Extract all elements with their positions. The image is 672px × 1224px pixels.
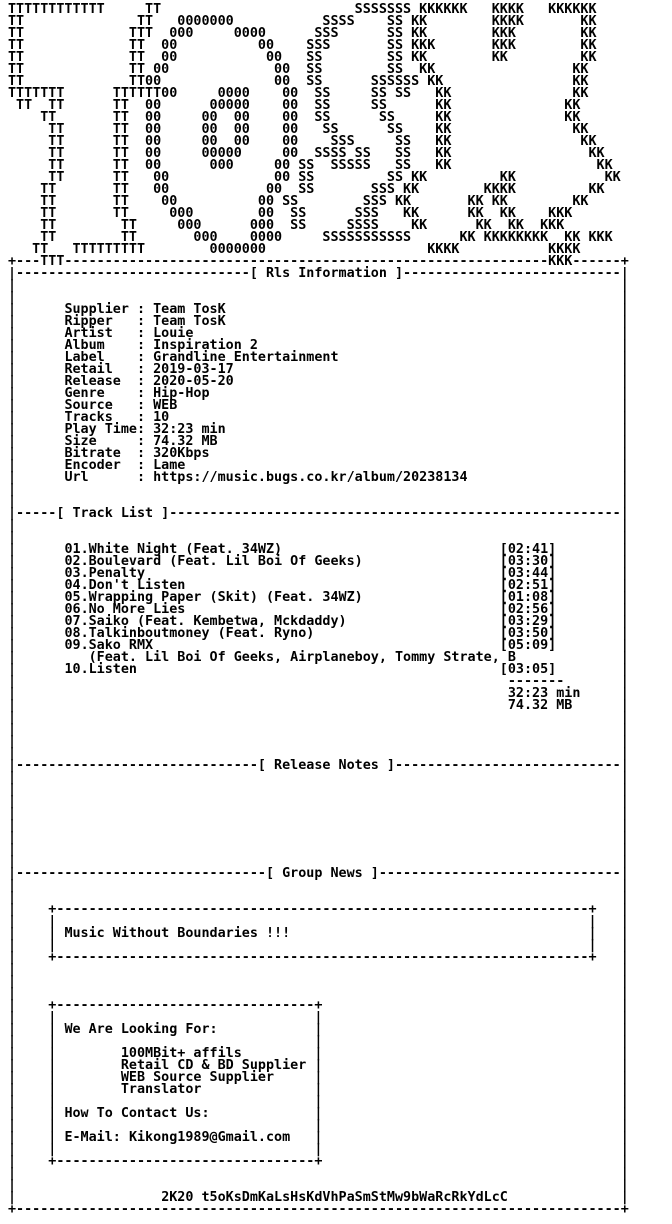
track-title: Sako RMX <box>88 638 154 653</box>
info-label: Bitrate <box>64 446 137 461</box>
info-label: Tracks <box>64 410 137 425</box>
motto-box-row: | | | | <box>8 914 629 929</box>
track-duration: [03:30] <box>499 554 557 569</box>
info-label: Url <box>64 470 137 485</box>
ascii-logo-line: TT TT 00 00000 00 SSSS SS SS KK KK <box>8 146 605 161</box>
blank-row: | | <box>8 830 629 845</box>
looking-for-heading: We Are Looking For: <box>64 1022 218 1037</box>
track-number: 10 <box>64 662 81 677</box>
info-value: WEB <box>153 398 178 413</box>
contact-heading: How To Contact Us: <box>64 1106 210 1121</box>
track-number: 08 <box>64 626 81 641</box>
info-row: | Ripper : Team TosK | <box>8 314 629 329</box>
track-number: 04 <box>64 578 81 593</box>
info-label: Artist <box>64 326 137 341</box>
track-row: | 10.Listen [03:05] | <box>8 662 629 677</box>
total-play-time: 32:23 min <box>507 686 581 701</box>
info-label: Source <box>64 398 137 413</box>
section-rls-info: |-----------------------------[ Rls Information ]---------------------------| <box>8 266 629 281</box>
blank-row: | | <box>8 890 629 905</box>
motto-box-border: | +------------------------------------------------------------------+ | <box>8 950 629 965</box>
info-value: Lame <box>153 458 186 473</box>
info-label: Size <box>64 434 137 449</box>
frame-top: +---TTT------------------------------------------------------------KKK------+ <box>8 254 629 269</box>
blank-row: | | <box>8 818 629 833</box>
track-duration: [03:50] <box>499 626 557 641</box>
info-value: 74.32 MB <box>153 434 218 449</box>
section-header-rls-info: [ Rls Information ] <box>249 266 404 281</box>
ascii-logo-line: TT TT 00 00 SSS SS KKK KKK KK <box>8 38 597 53</box>
blank-row: | | <box>8 290 629 305</box>
info-row: | Genre : Hip-Hop | <box>8 386 629 401</box>
section-track-list: |-----[ Track List ]--------------------------------------------------------| <box>8 506 629 521</box>
track-continuation-row: | (Feat. Lil Boi Of Geeks, Airplaneboy, Tommy Strate, B | <box>8 650 629 665</box>
frame-bottom-row <box>8 1202 629 1217</box>
ascii-logo-line: TT TT 00 000 00 SS SSSSS SS KK KK <box>8 158 613 173</box>
ascii-logo-line: TT TT 00 00 00 00 SS SS KK KK <box>8 110 581 125</box>
totals-time-row: | 32:23 min | <box>8 686 629 701</box>
track-title: Saiko (Feat. Kembetwa, Mckdaddy) <box>88 614 347 629</box>
info-row: | Retail : 2019-03-17 | <box>8 362 629 377</box>
motto-box-border: | +------------------------------------------------------------------+ | <box>8 902 629 917</box>
ascii-logo-line: TT TT 000 0000 SSSSSSSSSSS KK KKKKKKKK KK KKK <box>8 230 613 245</box>
totals-rule: ------- <box>507 674 565 689</box>
track-row: | 07.Saiko (Feat. Kembetwa, Mckdaddy) [03:29] | <box>8 614 629 629</box>
blank-row: | | <box>8 770 629 785</box>
blank-row: | | <box>8 734 629 749</box>
track-row: | 09.Sako RMX [05:09] | <box>8 638 629 653</box>
info-row: | Bitrate : 320Kbps | <box>8 446 629 461</box>
ascii-logo-line: TTTTTTTTTTTT TT SSSSSSS KKKKKK KKKK KKKKKK <box>8 2 597 17</box>
info-label: Genre <box>64 386 137 401</box>
recruit-box-row: | | How To Contact Us: | | <box>8 1106 629 1121</box>
looking-for-item: WEB Source Supplier <box>120 1070 275 1085</box>
info-row: | Artist : Louie | <box>8 326 629 341</box>
track-row: | 08.Talkinboutmoney (Feat. Ryno) [03:50] | <box>8 626 629 641</box>
recruit-box-row: | | 100MBit+ affils | | <box>8 1046 629 1061</box>
info-row: | Release : 2020-05-20 | <box>8 374 629 389</box>
info-value: 2020-05-20 <box>153 374 234 389</box>
blank-row: | | <box>8 794 629 809</box>
track-number: 09 <box>64 638 81 653</box>
looking-for-item: 100MBit+ affils <box>120 1046 242 1061</box>
motto-box-row: | | | | <box>8 938 629 953</box>
info-row: | Url : https://music.bugs.co.kr/album/20238134 | <box>8 470 629 485</box>
recruit-box-border: | +--------------------------------+ | <box>8 998 629 1013</box>
info-row: | Source : WEB | <box>8 398 629 413</box>
recruit-box-row: | | Retail CD & BD Supplier | | <box>8 1058 629 1073</box>
recruit-box-row: | | Translator | | <box>8 1082 629 1097</box>
blank-row: | | <box>8 746 629 761</box>
blank-row: | | <box>8 878 629 893</box>
looking-for-item: Retail CD & BD Supplier <box>120 1058 307 1073</box>
track-number: 06 <box>64 602 81 617</box>
track-row: | 02.Boulevard (Feat. Lil Boi Of Geeks) [03:30] | <box>8 554 629 569</box>
info-label: Encoder <box>64 458 137 473</box>
ascii-logo-line: TT TT 000 00 SS SSS KK KK KK KKK <box>8 206 573 221</box>
track-duration: [03:44] <box>499 566 557 581</box>
blank-row: | | <box>8 962 629 977</box>
recruit-box-row: | | We Are Looking For: | | <box>8 1022 629 1037</box>
info-row: | Encoder : Lame | <box>8 458 629 473</box>
blank-row: | | <box>8 986 629 1001</box>
info-label: Supplier <box>64 302 137 317</box>
info-value: Team TosK <box>153 302 226 317</box>
track-duration: [05:09] <box>499 638 557 653</box>
blank-row: | | <box>8 518 629 533</box>
track-title: White Night (Feat. 34WZ) <box>88 542 283 557</box>
looking-for-item: Translator <box>120 1082 202 1097</box>
blank-row: | | <box>8 722 629 737</box>
ascii-logo-line: TT TT 00 00 SS SS KK KK KK <box>8 50 597 65</box>
track-duration: [03:05] <box>499 662 557 677</box>
recruit-box-row: | | E-Mail: Kikong1989@Gmail.com | | <box>8 1130 629 1145</box>
track-row: | 06.No More Lies [02:56] | <box>8 602 629 617</box>
track-title: Penalty <box>88 566 146 581</box>
section-group-news: |-------------------------------[ Group News ]------------------------------| <box>8 866 629 881</box>
recruit-box-border: | +--------------------------------+ | <box>8 1154 629 1169</box>
info-row: | Supplier : Team TosK | <box>8 302 629 317</box>
ascii-logo-line: TT TT 00 00 SS SSS KK KK KK KK <box>8 194 589 209</box>
info-row: | Size : 74.32 MB | <box>8 434 629 449</box>
info-label: Release <box>64 374 137 389</box>
info-value: 2019-03-17 <box>153 362 234 377</box>
info-value: 32:23 min <box>153 422 226 437</box>
info-row: | Play Time: 32:23 min | <box>8 422 629 437</box>
track-number: 01 <box>64 542 81 557</box>
blank-row: | | <box>8 278 629 293</box>
track-row: | 01.White Night (Feat. 34WZ) [02:41] | <box>8 542 629 557</box>
blank-row: | | <box>8 1178 629 1193</box>
motto-box-row: | | Music Without Boundaries !!! | | <box>8 926 629 941</box>
section-header-track-list: [ Track List ] <box>56 506 170 521</box>
track-title-continuation: (Feat. Lil Boi Of Geeks, Airplaneboy, Tommy Strate, B <box>88 650 516 665</box>
info-value: Hip-Hop <box>153 386 210 401</box>
track-duration: [02:41] <box>499 542 557 557</box>
info-row: | Tracks : 10 | <box>8 410 629 425</box>
recruit-box-row: | | | | <box>8 1010 629 1025</box>
section-header-release-notes: [ Release Notes ] <box>257 758 395 773</box>
info-label: Ripper <box>64 314 137 329</box>
blank-row: | | <box>8 854 629 869</box>
ascii-logo-line: TT TT 00 00 00 00 SSS SS KK KK <box>8 134 597 149</box>
total-size: 74.32 MB <box>507 698 573 713</box>
track-duration: [02:56] <box>499 602 557 617</box>
track-duration: [02:51] <box>499 578 557 593</box>
ascii-logo-line: TT TT 00 00 00 00 SS SS KK KK <box>8 122 589 137</box>
email-label: E-Mail: <box>64 1130 121 1145</box>
info-value: 320Kbps <box>153 446 210 461</box>
info-row: | Album : Inspiration 2 | <box>8 338 629 353</box>
track-title: Don't Listen <box>88 578 186 593</box>
info-value: 10 <box>153 410 170 425</box>
info-row: | Label : Grandline Entertainment | <box>8 350 629 365</box>
track-number: 02 <box>64 554 81 569</box>
recruit-box-row: | | | | <box>8 1094 629 1109</box>
info-label: Play Time <box>64 422 137 437</box>
track-duration: [01:08] <box>499 590 557 605</box>
blank-row: | | <box>8 530 629 545</box>
track-row: | 03.Penalty [03:44] | <box>8 566 629 581</box>
blank-row: | | <box>8 782 629 797</box>
totals-rule-row: | ------- | <box>8 674 629 689</box>
blank-row: | | <box>8 482 629 497</box>
track-row: | 04.Don't Listen [02:51] | <box>8 578 629 593</box>
greets-line: 2K20 t5oKsDmKaLsHsKdVhPaSmStMw9bWaRcRkYdLcC <box>161 1190 508 1205</box>
ascii-logo-line: TT TT 000 000 SS SSSS KK KK KK KKK <box>8 218 565 233</box>
track-title: No More Lies <box>88 602 186 617</box>
section-header-group-news: [ Group News ] <box>265 866 379 881</box>
info-value: Inspiration 2 <box>153 338 258 353</box>
recruit-box-row: | | | | <box>8 1118 629 1133</box>
info-label: Album <box>64 338 137 353</box>
blank-row: | | <box>8 1166 629 1181</box>
track-number: 03 <box>64 566 81 581</box>
track-row: | 05.Wrapping Paper (Skit) (Feat. 34WZ) [01:08] | <box>8 590 629 605</box>
blank-row: | | <box>8 710 629 725</box>
info-value: Louie <box>153 326 194 341</box>
ascii-logo-line: TT TT 00 00 SS SS KK KK KK <box>8 170 621 185</box>
ascii-logo-line: TT TT 0000000 SSSS SS KK KKKK KK <box>8 14 597 29</box>
blank-row: | | <box>8 842 629 857</box>
recruit-box-row: | | | | <box>8 1034 629 1049</box>
ascii-logo-line: TT TT 00 00 SS SS KK KK <box>8 62 589 77</box>
track-title: Wrapping Paper (Skit) (Feat. 34WZ) <box>88 590 363 605</box>
info-value: https://music.bugs.co.kr/album/20238134 <box>153 470 468 485</box>
track-title: Boulevard (Feat. Lil Boi Of Geeks) <box>88 554 363 569</box>
track-title: Talkinboutmoney (Feat. Ryno) <box>88 626 315 641</box>
track-duration: [03:29] <box>499 614 557 629</box>
ascii-logo-line: TT TT 00 00 SS SSS KK KKKK KK <box>8 182 605 197</box>
track-title: Listen <box>88 662 137 677</box>
ascii-logo-line: TT TTTTTTTTT 0000000 KKKK KKKK <box>8 242 581 257</box>
track-number: 05 <box>64 590 81 605</box>
ascii-logo-line: TT TT00 00 SS SSSSSS KK KK <box>8 74 589 89</box>
totals-size-row: | 74.32 MB | <box>8 698 629 713</box>
email-address: Kikong1989@Gmail.com <box>128 1130 291 1145</box>
blank-row: | | <box>8 494 629 509</box>
greets-row: | 2K20 t5oKsDmKaLsHsKdVhPaSmStMw9bWaRcRkYdLcC | <box>8 1190 629 1205</box>
info-value: Team TosK <box>153 314 226 329</box>
ascii-logo-line: TT TT TT 00 00000 00 SS SS KK KK <box>8 98 581 113</box>
blank-row: | | <box>8 974 629 989</box>
recruit-box-row: | | WEB Source Supplier | | <box>8 1070 629 1085</box>
info-label: Retail <box>64 362 137 377</box>
frame-bottom: +---------------------------------------------------------------------------+ <box>8 1202 629 1217</box>
ascii-logo-line: TT TTT 000 0000 SSS SS KK KKK KK <box>8 26 597 41</box>
group-motto: Music Without Boundaries !!! <box>64 926 291 941</box>
info-value: Grandline Entertainment <box>153 350 339 365</box>
section-release-notes: |------------------------------[ Release Notes ]----------------------------| <box>8 758 629 773</box>
recruit-box-row: | | | | <box>8 1142 629 1157</box>
blank-row: | | <box>8 806 629 821</box>
info-label: Label <box>64 350 137 365</box>
ascii-logo-line: TTTTTTT TTTTTT00 0000 00 SS SS SS KK KK <box>8 86 589 101</box>
track-number: 07 <box>64 614 81 629</box>
